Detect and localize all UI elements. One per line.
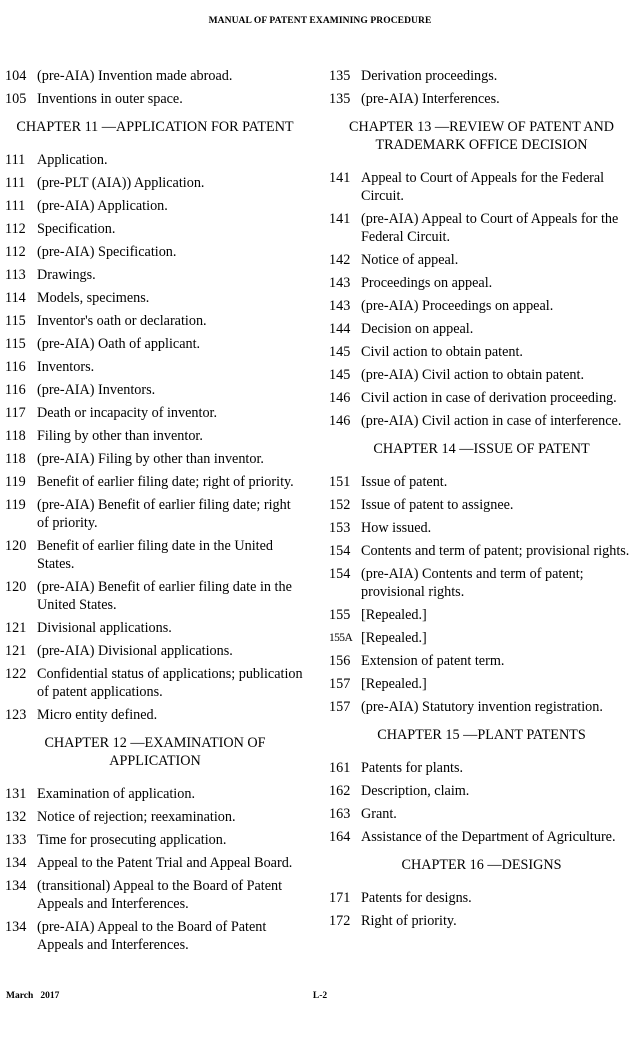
section-title: Civil action to obtain patent. xyxy=(361,344,523,360)
section-number: 141 xyxy=(329,211,351,227)
section-title: Application. xyxy=(37,152,108,168)
section-title: Inventions in outer space. xyxy=(37,91,183,107)
section-title: Description, claim. xyxy=(361,783,470,799)
section-number: 134 xyxy=(5,919,27,935)
section-entry xyxy=(5,404,305,422)
section-number: 120 xyxy=(5,579,27,595)
section-entry xyxy=(329,343,634,361)
section-title: Contents and term of patent; provisional rights. xyxy=(361,543,630,559)
section-entry xyxy=(5,578,305,614)
section-entry xyxy=(329,606,634,624)
section-number: 135 xyxy=(329,91,351,107)
section-title: Decision on appeal. xyxy=(361,321,474,337)
section-number: 156 xyxy=(329,653,351,669)
section-title: Notice of rejection; reexamination. xyxy=(37,809,236,825)
section-number: 142 xyxy=(329,252,351,268)
section-number: 145 xyxy=(329,367,351,383)
section-number: 157 xyxy=(329,699,351,715)
section-number: 164 xyxy=(329,829,351,845)
section-title: Issue of patent. xyxy=(361,474,448,490)
section-title: (pre-AIA) Specification. xyxy=(37,244,177,260)
section-title: (pre-AIA) Divisional applications. xyxy=(37,643,233,659)
section-entry xyxy=(5,174,305,192)
section-entry xyxy=(329,519,634,537)
section-title: (pre-AIA) Oath of applicant. xyxy=(37,336,201,352)
section-number: 116 xyxy=(5,382,26,398)
section-entry xyxy=(329,90,634,108)
section-number: 134 xyxy=(5,855,27,871)
chapter-heading: CHAPTER 13 —REVIEW OF PATENT AND TRADEMARK OFFICE DECISION xyxy=(349,119,614,153)
section-title: Filing by other than inventor. xyxy=(37,428,203,444)
section-entry xyxy=(5,918,305,954)
section-title: Extension of patent term. xyxy=(361,653,505,669)
section-title: (pre-PLT (AIA)) Application. xyxy=(37,175,205,191)
section-entry xyxy=(329,698,634,716)
section-entry xyxy=(329,169,634,205)
section-title: (pre-AIA) Benefit of earlier filing date in the United States. xyxy=(37,579,292,613)
section-entry xyxy=(329,759,634,777)
section-entry xyxy=(5,642,305,660)
section-number: 111 xyxy=(5,152,26,168)
chapter-heading: CHAPTER 12 —EXAMINATION OF APPLICATION xyxy=(44,735,266,769)
section-entry xyxy=(329,912,634,930)
section-title: Confidential status of applications; publication of patent applications. xyxy=(37,666,303,700)
section-number: 144 xyxy=(329,321,351,337)
section-title: Inventor's oath or declaration. xyxy=(37,313,207,329)
section-entry xyxy=(329,274,634,292)
section-number: 118 xyxy=(5,428,26,444)
section-entry xyxy=(5,243,305,261)
section-entry xyxy=(5,151,305,169)
section-title: Appeal to the Patent Trial and Appeal Board. xyxy=(37,855,293,871)
section-number: 172 xyxy=(329,913,351,929)
section-title: Inventors. xyxy=(37,359,95,375)
section-title: Right of priority. xyxy=(361,913,457,929)
section-title: Examination of application. xyxy=(37,786,195,802)
section-number: 145 xyxy=(329,344,351,360)
section-number: 105 xyxy=(5,91,27,107)
section-entry xyxy=(5,808,305,826)
section-entry xyxy=(5,665,305,701)
left-column xyxy=(5,67,305,959)
section-entry xyxy=(329,251,634,269)
section-entry xyxy=(329,210,634,246)
section-title: (pre-AIA) Filing by other than inventor. xyxy=(37,451,264,467)
section-entry xyxy=(5,197,305,215)
section-number: 131 xyxy=(5,786,27,802)
section-title: Issue of patent to assignee. xyxy=(361,497,514,513)
section-title: Drawings. xyxy=(37,267,96,283)
section-title: Benefit of earlier filing date in the United States. xyxy=(37,538,273,572)
section-title: [Repealed.] xyxy=(361,607,427,623)
section-number: 122 xyxy=(5,666,27,682)
section-entry xyxy=(5,473,305,491)
section-number: 123 xyxy=(5,707,27,723)
section-number: 141 xyxy=(329,170,351,186)
section-entry xyxy=(329,889,634,907)
section-entry xyxy=(5,289,305,307)
section-entry xyxy=(5,335,305,353)
section-number: 155 xyxy=(329,607,351,623)
section-title: Appeal to Court of Appeals for the Federal Circuit. xyxy=(361,170,605,204)
section-title: Derivation proceedings. xyxy=(361,68,498,84)
section-entry xyxy=(329,542,634,560)
section-entry xyxy=(329,297,634,315)
section-title: (pre-AIA) Interferences. xyxy=(361,91,500,107)
chapter-heading: CHAPTER 16 —DESIGNS xyxy=(401,857,562,873)
section-title: (pre-AIA) Contents and term of patent; provisional rights. xyxy=(361,566,584,600)
section-number: 135 xyxy=(329,68,351,84)
section-entry xyxy=(5,220,305,238)
footer-page-number: L-2 xyxy=(312,991,328,1001)
section-title: Specification. xyxy=(37,221,116,237)
section-number: 161 xyxy=(329,760,351,776)
section-entry xyxy=(5,90,305,108)
section-title: Grant. xyxy=(361,806,397,822)
section-entry xyxy=(329,412,634,430)
section-entry xyxy=(329,782,634,800)
section-number: 119 xyxy=(5,474,26,490)
section-number: 119 xyxy=(5,497,26,513)
section-entry xyxy=(329,828,634,846)
page-header: MANUAL OF PATENT EXAMINING PROCEDURE xyxy=(208,16,432,26)
section-entry xyxy=(5,67,305,85)
section-title: (pre-AIA) Application. xyxy=(37,198,168,214)
section-title: (pre-AIA) Appeal to Court of Appeals for the Federal Circuit. xyxy=(361,211,619,245)
section-entry xyxy=(5,450,305,468)
section-entry xyxy=(329,675,634,693)
section-title: Models, specimens. xyxy=(37,290,150,306)
chapter-heading: CHAPTER 11 —APPLICATION FOR PATENT xyxy=(16,119,294,135)
section-title: Time for prosecuting application. xyxy=(37,832,227,848)
section-number: 157 xyxy=(329,676,351,692)
section-title: Civil action in case of derivation proceeding. xyxy=(361,390,617,406)
section-number: 113 xyxy=(5,267,26,283)
section-entry xyxy=(329,389,634,407)
section-title: (pre-AIA) Invention made abroad. xyxy=(37,68,233,84)
right-column xyxy=(329,67,634,935)
section-number: 111 xyxy=(5,175,26,191)
section-number: 151 xyxy=(329,474,351,490)
section-title: (pre-AIA) Benefit of earlier filing date; right of priority. xyxy=(37,497,291,531)
section-number: 143 xyxy=(329,298,351,314)
section-title: Death or incapacity of inventor. xyxy=(37,405,218,421)
section-title: (pre-AIA) Statutory invention registration. xyxy=(361,699,603,715)
section-number: 114 xyxy=(5,290,26,306)
section-title: Proceedings on appeal. xyxy=(361,275,493,291)
section-number: 112 xyxy=(5,221,26,237)
section-entry xyxy=(5,831,305,849)
section-entry xyxy=(5,877,305,913)
section-title: (pre-AIA) Appeal to the Board of Patent Appeals and Interferences. xyxy=(37,919,267,953)
section-number: 117 xyxy=(5,405,26,421)
section-entry xyxy=(5,312,305,330)
chapter-heading: CHAPTER 14 —ISSUE OF PATENT xyxy=(373,441,590,457)
section-entry xyxy=(5,266,305,284)
section-title: Assistance of the Department of Agriculture. xyxy=(361,829,616,845)
section-number: 154 xyxy=(329,566,351,582)
section-number: 104 xyxy=(5,68,27,84)
section-title: Divisional applications. xyxy=(37,620,172,636)
section-number: 133 xyxy=(5,832,27,848)
section-entry xyxy=(329,320,634,338)
section-number: 115 xyxy=(5,313,26,329)
section-number: 154 xyxy=(329,543,351,559)
section-entry xyxy=(329,805,634,823)
section-number: 112 xyxy=(5,244,26,260)
section-number: 115 xyxy=(5,336,26,352)
section-number: 146 xyxy=(329,413,351,429)
section-entry xyxy=(329,473,634,491)
section-title: Notice of appeal. xyxy=(361,252,459,268)
section-number: 134 xyxy=(5,878,27,894)
section-number: 121 xyxy=(5,620,27,636)
footer-date: March 2017 xyxy=(6,991,60,1001)
section-title: Patents for plants. xyxy=(361,760,464,776)
section-number: 162 xyxy=(329,783,351,799)
section-entry xyxy=(5,854,305,872)
section-number: 116 xyxy=(5,359,26,375)
section-entry xyxy=(329,496,634,514)
section-title: (pre-AIA) Proceedings on appeal. xyxy=(361,298,554,314)
section-title: (pre-AIA) Civil action in case of interference. xyxy=(361,413,622,429)
section-title: Micro entity defined. xyxy=(37,707,158,723)
section-number: 132 xyxy=(5,809,27,825)
section-title: [Repealed.] xyxy=(361,630,427,646)
section-title: (pre-AIA) Inventors. xyxy=(37,382,156,398)
section-title: Benefit of earlier filing date; right of priority. xyxy=(37,474,294,490)
section-number: 118 xyxy=(5,451,26,467)
section-number: 146 xyxy=(329,390,351,406)
section-entry xyxy=(5,496,305,532)
section-entry xyxy=(329,366,634,384)
section-entry xyxy=(5,706,305,724)
section-number: 163 xyxy=(329,806,351,822)
section-entry xyxy=(329,67,634,85)
section-number: 143 xyxy=(329,275,351,291)
section-entry xyxy=(329,652,634,670)
section-number: 155A xyxy=(329,632,353,644)
section-title: (pre-AIA) Civil action to obtain patent. xyxy=(361,367,584,383)
section-entry xyxy=(5,619,305,637)
section-number: 120 xyxy=(5,538,27,554)
section-entry xyxy=(5,427,305,445)
section-entry xyxy=(5,381,305,399)
section-number: 111 xyxy=(5,198,26,214)
chapter-heading: CHAPTER 15 —PLANT PATENTS xyxy=(377,727,586,743)
section-entry xyxy=(329,629,634,647)
section-title: (transitional) Appeal to the Board of Patent Appeals and Interferences. xyxy=(37,878,283,912)
section-number: 171 xyxy=(329,890,351,906)
section-number: 153 xyxy=(329,520,351,536)
section-entry xyxy=(329,565,634,601)
section-title: Patents for designs. xyxy=(361,890,472,906)
section-entry xyxy=(5,785,305,803)
section-title: How issued. xyxy=(361,520,432,536)
section-entry xyxy=(5,537,305,573)
section-number: 152 xyxy=(329,497,351,513)
section-number: 121 xyxy=(5,643,27,659)
section-entry xyxy=(5,358,305,376)
section-title: [Repealed.] xyxy=(361,676,427,692)
